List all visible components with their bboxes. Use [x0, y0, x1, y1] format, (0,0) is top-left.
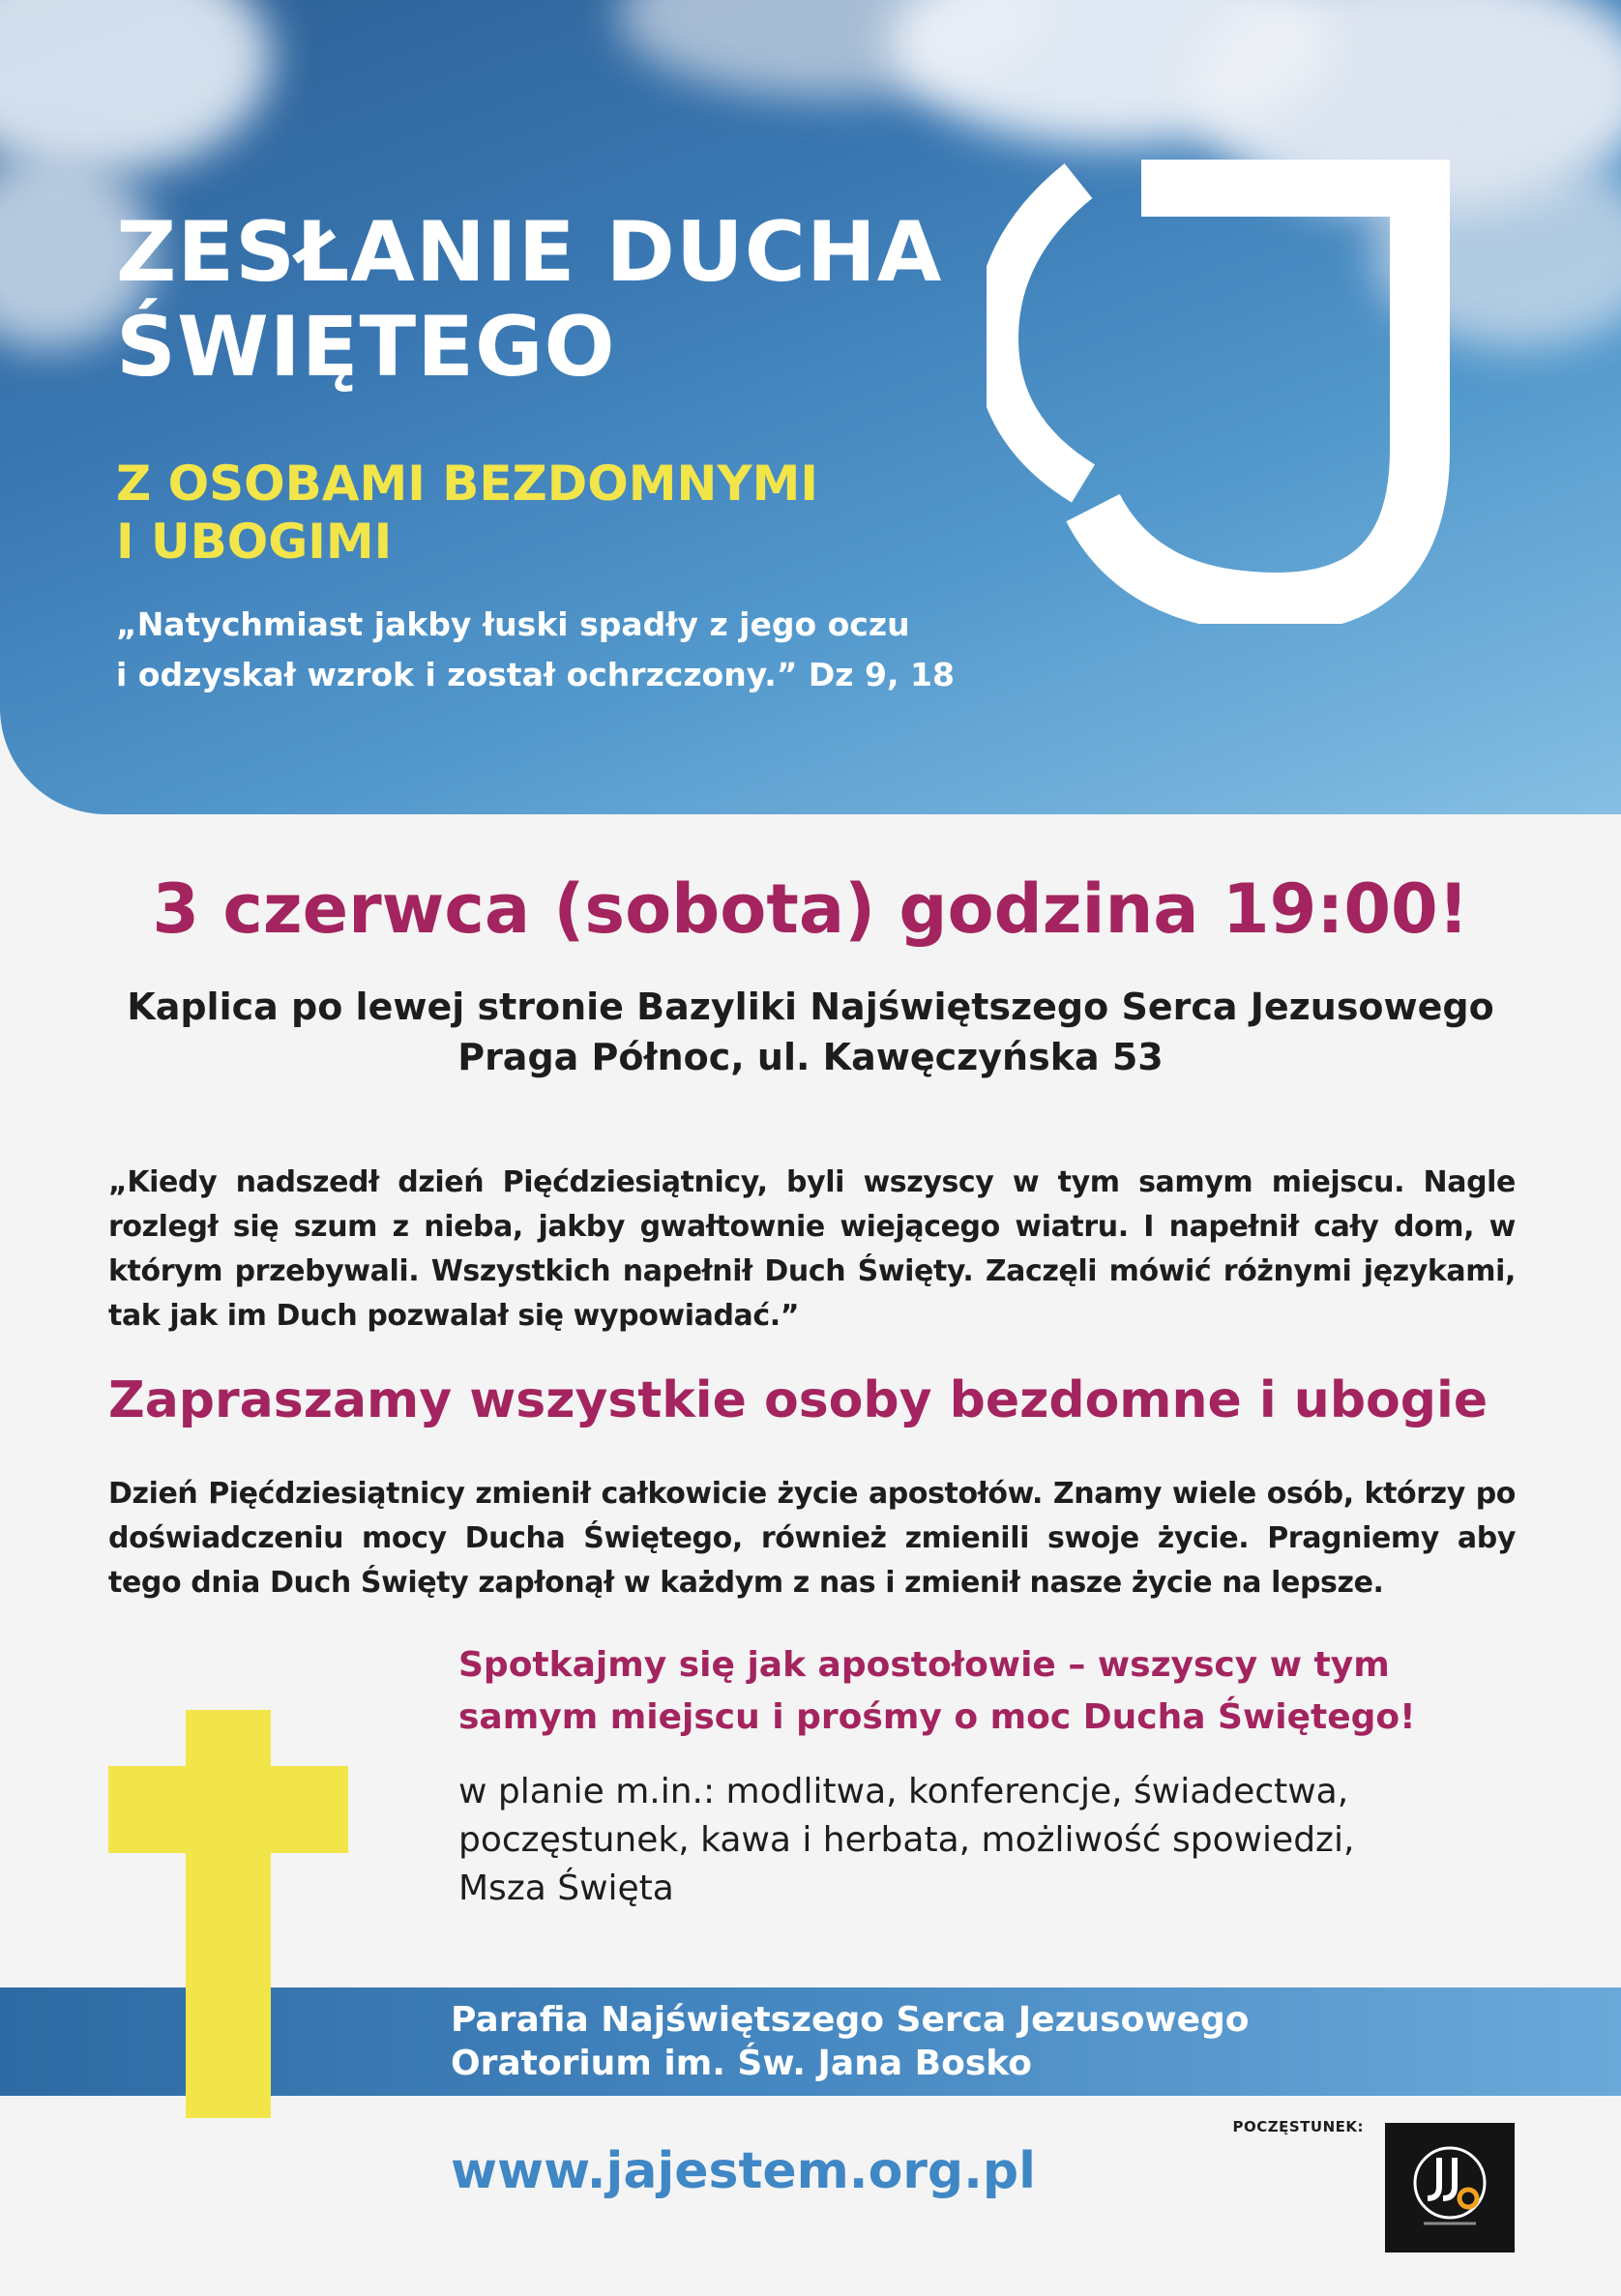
sponsor-label: POCZĘSTUNEK:	[1232, 2118, 1364, 2135]
verse-line: i odzyskał wzrok i został ochrzczony.” Dz 9, 18	[116, 656, 955, 693]
program-line: w planie m.in.: modlitwa, konferencje, świadectwa,	[458, 1772, 1349, 1811]
event-subtitle-line: Z OSOBAMI BEZDOMNYMI	[116, 456, 818, 512]
parish-line: Oratorium im. Św. Jana Bosko	[451, 2044, 1032, 2083]
hero-verse-quote	[116, 600, 955, 700]
parish-info	[451, 1998, 1250, 2085]
event-title-line: ZESŁANIE DUCHA	[116, 204, 943, 301]
meeting-callout-line: Spotkajmy się jak apostołowie – wszyscy w tym	[458, 1645, 1390, 1685]
jajko-bistro-logo-icon	[1385, 2123, 1515, 2252]
venue-line: Kaplica po lewej stronie Bazyliki Najświętszego Serca Jezusowego	[127, 986, 1494, 1028]
program-line: Msza Święta	[458, 1869, 674, 1908]
hero-banner	[0, 0, 1621, 814]
event-venue	[0, 982, 1621, 1082]
program-line: poczęstunek, kawa i herbata, możliwość spowiedzi,	[458, 1820, 1355, 1860]
event-subtitle-line: I UBOGIMI	[116, 514, 393, 570]
verse-line: „Natychmiast jakby łuski spadły z jego oczu	[116, 605, 910, 643]
event-title	[116, 205, 942, 395]
event-date-time: 3 czerwca (sobota) godzina 19:00!	[152, 869, 1469, 949]
parish-line: Parafia Najświętszego Serca Jezusowego	[451, 2000, 1250, 2040]
meeting-callout-line: samym miejscu i prośmy o moc Ducha Świętego!	[458, 1697, 1416, 1737]
program-list	[458, 1768, 1354, 1913]
scripture-quote: „Kiedy nadszedł dzień Pięćdziesiątnicy, byli wszyscy w tym samym miejscu. Nagle rozległ się szum z nieba, jakby gwałtownie wiejącego wiatru. I napełnił cały dom, w którym przebywali. Wszystkich napełnił Duch Święty. Zaczęli mówić różnymi językami, tak jak im Duch pozwalał się wypowiadać.”	[108, 1165, 1516, 1333]
meeting-callout	[458, 1639, 1416, 1744]
cross-icon	[108, 1710, 348, 2118]
event-subtitle	[116, 455, 818, 571]
cloud-shape	[0, 0, 271, 174]
event-title-line: ŚWIĘTEGO	[116, 299, 616, 396]
venue-line: Praga Północ, ul. Kawęczyńska 53	[457, 1036, 1164, 1078]
description-paragraph: Dzień Pięćdziesiątnicy zmienił całkowicie życie apostołów. Znamy wiele osób, którzy po doświadczeniu mocy Ducha Świętego, również zmienili swoje życie. Pragniemy aby tego dnia Duch Święty zapłonął w każdym z nas i zmienił nasze życie na lepsze.	[108, 1477, 1516, 1600]
j-heart-logo-icon	[987, 160, 1451, 624]
invitation-heading: Zapraszamy wszystkie osoby bezdomne i ubogie	[108, 1371, 1488, 1429]
website-link[interactable]: www.jajestem.org.pl	[451, 2142, 1036, 2200]
